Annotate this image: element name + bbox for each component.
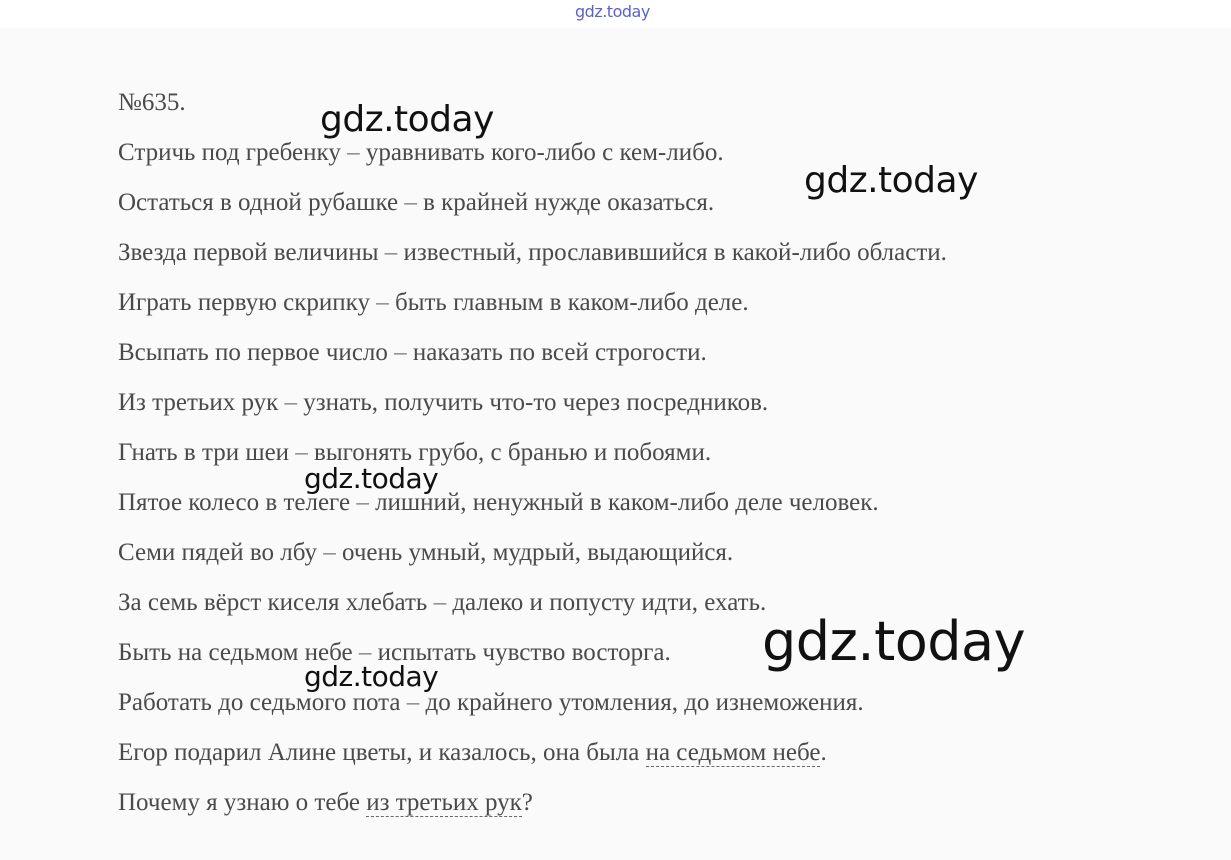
idiom-meaning: очень умный, мудрый, выдающийся. — [335, 539, 734, 566]
underlined-idiom: из третьих рук — [366, 789, 522, 816]
watermark: gdz.today — [762, 610, 1026, 673]
dash-separator: – — [323, 539, 336, 566]
idiom-phrase: Остаться в одной рубашке — [118, 189, 405, 216]
idiom-meaning: известный, прославившийся в какой-либо области. — [397, 239, 947, 266]
idiom-phrase: Работать до седьмого пота — [118, 689, 407, 716]
idiom-phrase: Стричь под гребенку — [118, 139, 348, 166]
dash-separator: – — [356, 489, 369, 516]
underlined-idiom: на седьмом небе — [645, 739, 821, 766]
idiom-phrase: Пятое колесо в телеге — [118, 489, 357, 516]
site-watermark-top: gdz.today — [575, 2, 650, 21]
idiom-line — [118, 686, 1118, 736]
idiom-meaning: до крайнего утомления, до изнеможения. — [419, 689, 864, 716]
watermark: gdz.today — [304, 462, 439, 495]
idiom-phrase: За семь вёрст киселя хлебать — [118, 589, 434, 616]
dash-separator: – — [358, 639, 372, 666]
idiom-meaning: уравнивать кого-либо с кем-либо. — [359, 139, 724, 166]
dash-separator: – — [394, 339, 407, 366]
idiom-line — [118, 336, 1118, 386]
dash-separator: – — [347, 139, 360, 166]
dash-separator: – — [406, 689, 420, 716]
idiom-meaning: наказать по всей строгости. — [406, 339, 707, 366]
example-text: Почему я узнаю о тебе — [118, 789, 367, 816]
watermark: gdz.today — [304, 660, 439, 693]
idiom-meaning: лишний, ненужный в каком-либо деле человек. — [368, 489, 879, 516]
idiom-phrase: Семи пядей во лбу — [118, 539, 324, 566]
example-sentence-1 — [118, 736, 1118, 786]
dash-separator: – — [284, 389, 298, 416]
dash-separator: – — [433, 589, 447, 616]
idiom-line — [118, 286, 1118, 336]
example-punctuation: . — [820, 739, 827, 766]
idiom-phrase: Гнать в три шеи — [118, 439, 296, 466]
idiom-phrase: Быть на седьмом небе — [118, 639, 359, 666]
dash-separator: – — [376, 289, 389, 316]
idiom-phrase: Из третьих рук — [118, 389, 285, 416]
example-text: Егор подарил Алине цветы, и казалось, она была — [118, 739, 646, 766]
idiom-meaning: быть главным в каком-либо деле. — [388, 289, 749, 316]
idiom-meaning: узнать, получить что-то через посредников. — [297, 389, 769, 416]
example-punctuation: ? — [521, 789, 533, 816]
idiom-line — [118, 536, 1118, 586]
dash-separator: – — [384, 239, 398, 266]
idiom-line — [118, 486, 1118, 536]
idiom-phrase: Всыпать по первое число — [118, 339, 395, 366]
watermark: gdz.today — [320, 99, 494, 140]
dash-separator: – — [404, 189, 417, 216]
idiom-line — [118, 436, 1118, 486]
dash-separator: – — [295, 439, 308, 466]
watermark: gdz.today — [804, 160, 978, 201]
idiom-meaning: далеко и попусту идти, ехать. — [446, 589, 767, 616]
idiom-meaning: испытать чувство восторга. — [371, 639, 671, 666]
example-sentence-2 — [118, 786, 1118, 836]
idiom-line — [118, 386, 1118, 436]
idiom-line — [118, 236, 1118, 286]
exercise-number: №635. — [118, 89, 186, 116]
idiom-phrase: Играть первую скрипку — [118, 289, 377, 316]
idiom-phrase: Звезда первой величины — [118, 239, 385, 266]
idiom-meaning: выгонять грубо, с бранью и побоями. — [307, 439, 712, 466]
idiom-meaning: в крайней нужде оказаться. — [416, 189, 715, 216]
